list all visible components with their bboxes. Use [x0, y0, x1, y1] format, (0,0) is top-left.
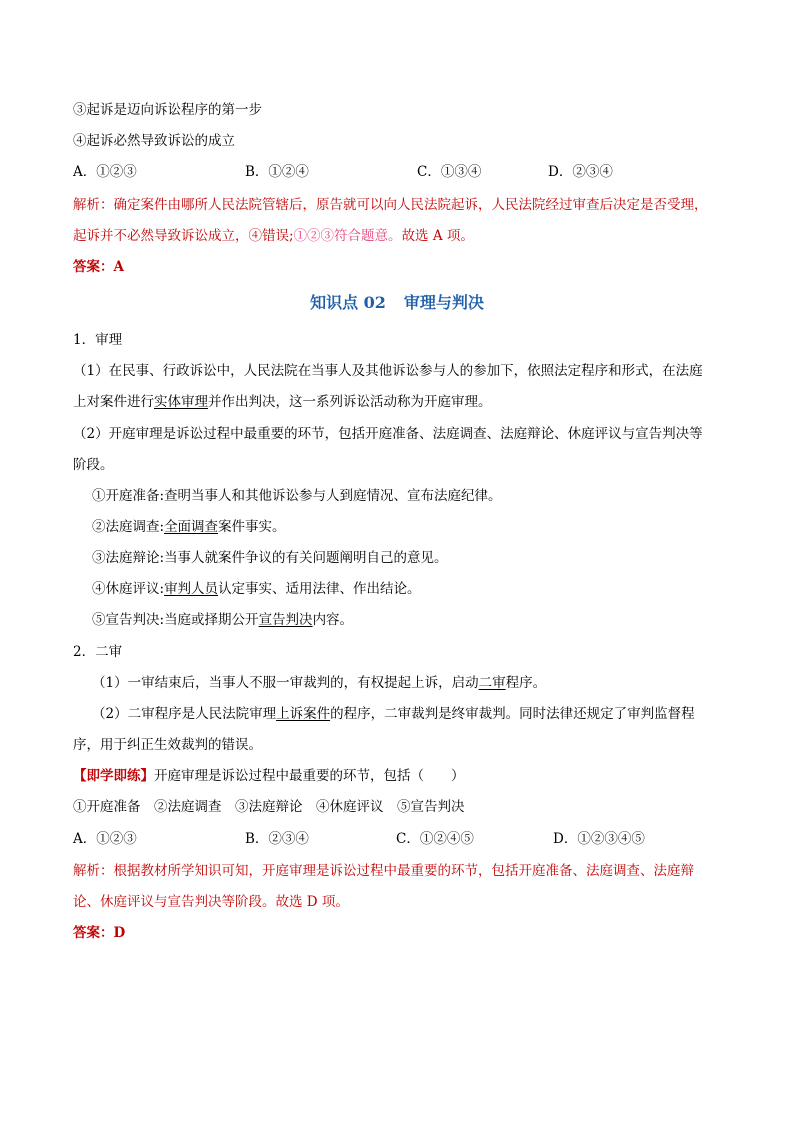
second-p1 [92, 673, 546, 693]
trial-p2-line2: 阶段。 [73, 457, 114, 473]
stage-2-text: 案件事实。 [218, 519, 286, 535]
stage-1-label: ①开庭准备: [92, 488, 165, 504]
second-p2-line2: 序，用于纠正生效裁判的错误。 [73, 737, 262, 753]
q2-items: ①开庭准备 ②法庭调查 ③法庭辩论 ④休庭评议 ⑤宣告判决 [73, 799, 465, 815]
q2-stem [73, 766, 465, 786]
stage-2-underline: 全面调查 [164, 519, 219, 535]
trial-p1-underline: 实体审理 [154, 394, 208, 410]
q1-choice-c: C．①③④ [417, 164, 482, 180]
second-p2-text-b: 的程序，二审裁判是终审裁判。同时法律还规定了审判监督程 [330, 706, 695, 722]
second-p2-underline: 上诉案件 [276, 706, 331, 722]
q2-stem-text: 开庭审理是诉讼过程中最重要的环节，包括（ ） [154, 768, 465, 784]
section-title: 审理与判决 [403, 293, 484, 312]
q1-choice-b: B．①②④ [245, 164, 309, 180]
q2-analysis-line1: 解析：根据教材所学知识可知，开庭审理是诉讼过程中最重要的环节，包括开庭准备、法庭调查、法庭辩 [73, 863, 694, 879]
q1-answer: 答案：A [73, 259, 124, 275]
q2-choice-c: C．①②④⑤ [396, 831, 474, 847]
stage-3 [92, 548, 448, 568]
trial-heading: 1．审理 [73, 332, 123, 348]
stage-4 [92, 579, 421, 599]
stage-4-label: ④休庭评议: [92, 581, 165, 597]
q1-choice-a: A．①②③ [73, 164, 137, 180]
stage-4-text: 认定事实、适用法律、作出结论。 [218, 581, 421, 597]
trial-p2-line1: （2）开庭审理是诉讼过程中最重要的环节，包括开庭准备、法庭调查、法庭辩论、休庭评议与宣告判决等 [73, 426, 703, 442]
q1-choice-d: D．②③④ [548, 164, 613, 180]
stage-3-label: ③法庭辩论: [92, 550, 165, 566]
q1-analysis-line2 [73, 226, 474, 246]
q1-option-4: ④起诉必然导致诉讼的成立 [73, 133, 235, 149]
trial-p1-line2 [73, 392, 492, 412]
q2-analysis-line2: 论、休庭评议与宣告判决等阶段。故选 D 项。 [73, 894, 349, 910]
second-p2-text-a: （2）二审程序是人民法院审理 [92, 706, 277, 722]
trial-p1-text-a: 上对案件进行 [73, 394, 154, 410]
stage-1-text: 查明当事人和其他诉讼参与人到庭情况、宣布法庭纪律。 [164, 488, 502, 504]
q1-analysis-c: 故选 A 项。 [401, 228, 474, 244]
q1-analysis-line1: 解析：确定案件由哪所人民法院管辖后，原告就可以向人民法院起诉，人民法院经过审查后决定是否受理， [73, 197, 708, 213]
q2-choice-a: A．①②③ [73, 831, 137, 847]
stage-5-label: ⑤宣告判决: [92, 612, 165, 628]
stage-4-underline: 审判人员 [164, 581, 219, 597]
section-label: 知识点 02 [310, 293, 386, 312]
stage-2 [92, 517, 286, 537]
second-heading: 2．二审 [73, 644, 123, 660]
q1-option-3: ③起诉是迈向诉讼程序的第一步 [73, 102, 262, 118]
stage-5-text-b: 内容。 [312, 612, 354, 628]
second-p1-underline: 二审 [478, 675, 506, 691]
section-heading [0, 291, 794, 315]
stage-1 [92, 486, 502, 506]
q2-choice-d: D．①②③④⑤ [553, 831, 645, 847]
stage-2-label: ②法庭调查: [92, 519, 165, 535]
second-p1-text-b: 程序。 [505, 675, 547, 691]
second-p2-line1 [92, 704, 695, 724]
q2-answer: 答案：D [73, 925, 126, 941]
trial-p1-line1: （1）在民事、行政诉讼中，人民法院在当事人及其他诉讼参与人的参加下，依照法定程序和形式，在法庭 [73, 363, 703, 379]
stage-5-text-a: 当庭或择期公开 [164, 612, 259, 628]
stage-5-underline: 宣告判决 [258, 612, 313, 628]
q2-choice-b: B．②③④ [245, 831, 309, 847]
stage-5 [92, 610, 353, 630]
trial-p1-text-b: 并作出判决，这一系列诉讼活动称为开庭审理。 [208, 394, 492, 410]
second-p1-text-a: （1）一审结束后，当事人不服一审裁判的，有权提起上诉，启动 [92, 675, 479, 691]
q1-analysis-a: 起诉并不必然导致诉讼成立，④错误; [73, 228, 294, 244]
stage-3-text: 当事人就案件争议的有关问题阐明自己的意见。 [164, 550, 448, 566]
practice-tag: 【即学即练】 [73, 768, 154, 784]
q1-analysis-b: ①②③符合题意。 [293, 228, 402, 244]
